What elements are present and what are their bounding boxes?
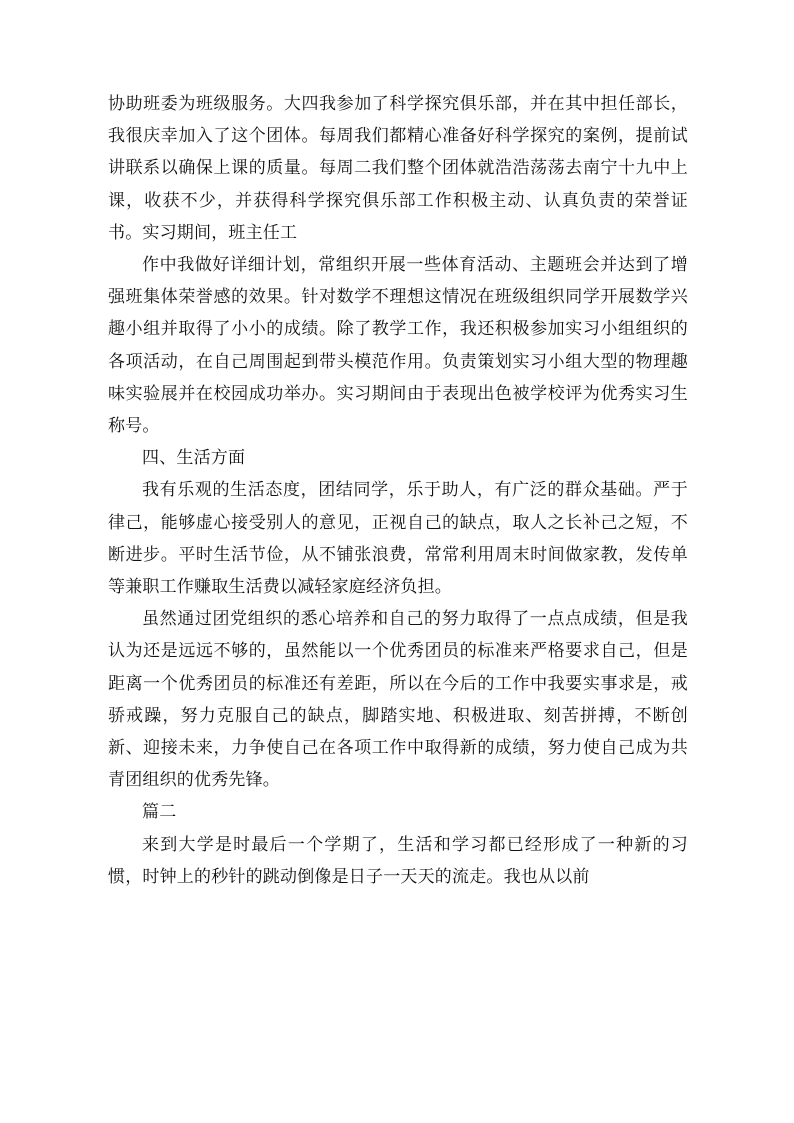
paragraph-continuation: 协助班委为班级服务。大四我参加了科学探究俱乐部，并在其中担任部长，我很庆幸加入了这个团体。每周我们都精心准备好科学探究的案例，提前试讲联系以确保上课的质量。每周二我们整个团体就浩浩荡荡去南宁十九中上课，收获不少，并获得科学探究俱乐部工作积极主动、认真负责的荣誉证书。实习期间，班主任工 bbox=[108, 94, 688, 243]
paragraph-life-attitude: 我有乐观的生活态度，团结同学，乐于助人，有广泛的群众基础。严于律己，能够虚心接受别人的意见，正视自己的缺点，取人之长补己之短，不断进步。平时生活节俭，从不铺张浪费，常常利用周末时间做家教，发传单等兼职工作赚取生活费以减轻家庭经济负担。 bbox=[108, 480, 688, 598]
paragraph-part-two-intro: 来到大学是时最后一个学期了，生活和学习都已经形成了一种新的习惯，时钟上的秒针的跳动倒像是日子一天天的流走。我也从以前 bbox=[108, 834, 688, 887]
paragraph-internship-work: 作中我做好详细计划，常组织开展一些体育活动、主题班会并达到了增强班集体荣誉感的效果。针对数学不理想这情况在班级组织同学开展数学兴趣小组并取得了小小的成绩。除了教学工作，我还积极参加实习小组组织的各项活动，在自己周围起到带头模范作用。负责策划实习小组大型的物理趣味实验展并在校园成功举办。实习期间由于表现出色被学校评为优秀实习生称号。 bbox=[108, 255, 688, 437]
paragraph-conclusion: 虽然通过团党组织的悉心培养和自己的努力取得了一点点成绩，但是我认为还是远远不够的，虽然能以一个优秀团员的标准来严格要求自己，但是距离一个优秀团员的标准还有差距，所以在今后的工作中我要实事求是，戒骄戒躁，努力克服自己的缺点，脚踏实地、积极进取、刻苦拼搏，不断创新、迎接未来，力争使自己在各项工作中取得新的成绩，努力使自己成为共青团组织的优秀先锋。 bbox=[108, 609, 688, 791]
document-body bbox=[108, 88, 688, 893]
section-heading-part-two: 篇二 bbox=[142, 802, 177, 823]
section-heading-life: 四、生活方面 bbox=[142, 448, 246, 469]
